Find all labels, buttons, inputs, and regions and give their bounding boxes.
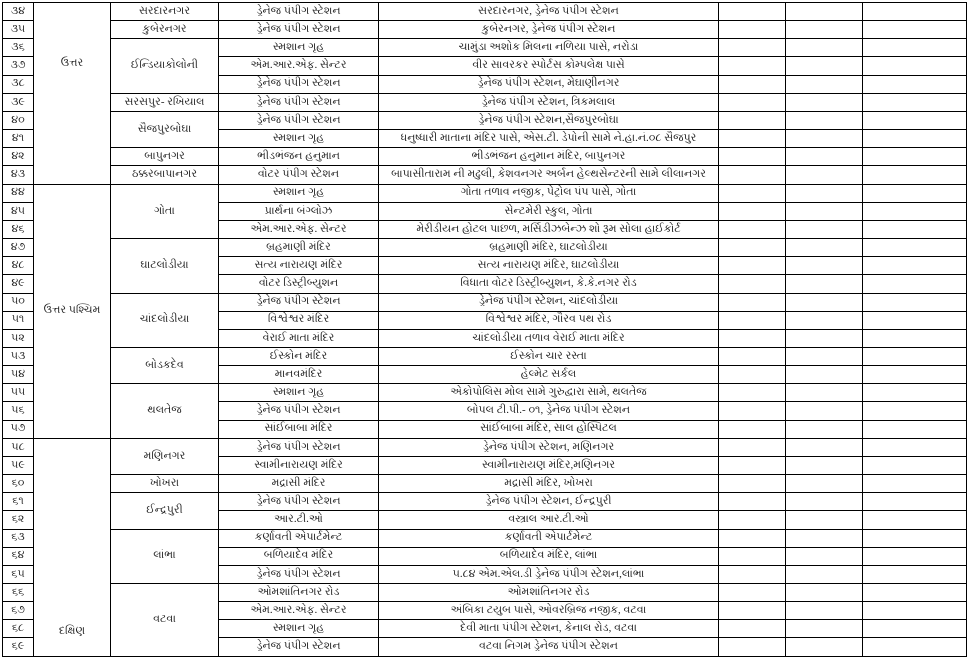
table-row: [3, 3, 967, 21]
ward-cell: ઈન્દ્રપુરી: [111, 493, 219, 529]
empty-cell: [719, 347, 786, 365]
empty-cell: [719, 329, 786, 347]
empty-cell: [719, 456, 786, 474]
site-type-cell: આર.ટી.ઓ: [219, 511, 379, 529]
empty-cell: [863, 130, 967, 148]
site-type-cell: ડ્રેનેજ પંપીગ સ્ટેશન: [219, 111, 379, 129]
empty-cell: [863, 347, 967, 365]
location-cell: અંબિકા ટયુબ પાસે, ઓવરબ્રિજ નજીક, વટવા: [379, 602, 719, 620]
row-number-cell: ૪૭: [3, 239, 34, 257]
empty-cell: [786, 148, 863, 166]
ward-cell: કુબેરનગર: [111, 21, 219, 39]
ward-cell: મણિનગર: [111, 438, 219, 474]
row-number-cell: ૪૬: [3, 220, 34, 238]
empty-cell: [786, 584, 863, 602]
empty-cell: [719, 239, 786, 257]
ward-cell: બાપુનગર: [111, 148, 219, 166]
site-type-cell: સ્મશાન ગૃહ: [219, 384, 379, 402]
site-type-cell: વેરાઈ માતા મંદિર: [219, 329, 379, 347]
empty-cell: [719, 420, 786, 438]
ward-cell: ગોતા: [111, 184, 219, 238]
empty-cell: [863, 57, 967, 75]
empty-cell: [719, 311, 786, 329]
ward-cell: થલતેજ: [111, 384, 219, 438]
empty-cell: [786, 366, 863, 384]
zone-label: ઉત્તર પશ્ચિમ: [43, 304, 101, 317]
zone-label: દક્ષિણ: [58, 624, 86, 637]
empty-cell: [786, 275, 863, 293]
table-row: [3, 184, 967, 202]
empty-cell: [786, 57, 863, 75]
empty-cell: [719, 93, 786, 111]
ward-cell: ખોખરા: [111, 475, 219, 493]
empty-cell: [786, 511, 863, 529]
location-cell: વિધાતા વોટર ડિસ્ટ્રીબ્યુશન, કે.કે.નગર રોડ: [379, 275, 719, 293]
empty-cell: [719, 275, 786, 293]
empty-cell: [719, 547, 786, 565]
zone-cell: [34, 3, 111, 185]
empty-cell: [719, 39, 786, 57]
site-type-cell: ડ્રેનેજ પંપીગ સ્ટેશન: [219, 293, 379, 311]
facility-table: [2, 2, 967, 657]
row-number-cell: ૩૯: [3, 93, 34, 111]
ward-cell: સરદારનગર: [111, 3, 219, 21]
row-number-cell: ૬૭: [3, 602, 34, 620]
location-cell: બાપાસીતારામ ની મઢુલી, કેશવનગર અર્બન હેલ્થસેન્ટરની સામે લીલાનગર: [379, 166, 719, 184]
empty-cell: [786, 311, 863, 329]
row-number-cell: ૬૨: [3, 511, 34, 529]
empty-cell: [719, 166, 786, 184]
row-number-cell: ૫૮: [3, 438, 34, 456]
row-number-cell: ૪૧: [3, 130, 34, 148]
empty-cell: [719, 130, 786, 148]
empty-cell: [863, 602, 967, 620]
row-number-cell: ૬૦: [3, 475, 34, 493]
row-number-cell: ૫૯: [3, 456, 34, 474]
empty-cell: [863, 438, 967, 456]
location-cell: વટવા નિગમ ડ્રેનેજ પંપીગ સ્ટેશન: [379, 638, 719, 656]
empty-cell: [786, 620, 863, 638]
ward-cell: ઘાટલોડીયા: [111, 239, 219, 293]
location-cell: ડ્રેનેજ પંપીગ સ્ટેશન, ચાંદલોડીયા: [379, 293, 719, 311]
empty-cell: [863, 239, 967, 257]
empty-cell: [786, 75, 863, 93]
location-cell: ચામુંડા અશોક મિલના નળિયા પાસે, નરોડા: [379, 39, 719, 57]
row-number-cell: ૬૫: [3, 565, 34, 583]
site-type-cell: કર્ણાવતી એપાર્ટમેન્ટ: [219, 529, 379, 547]
location-cell: ડ્રેનેજ પંપીગ સ્ટેશન, ત્રિકમલાલ: [379, 93, 719, 111]
site-type-cell: ડ્રેનેજ પંપીગ સ્ટેશન: [219, 565, 379, 583]
row-number-cell: ૪૪: [3, 184, 34, 202]
location-cell: કર્ણાવતી એપાર્ટમેન્ટ: [379, 529, 719, 547]
empty-cell: [786, 239, 863, 257]
empty-cell: [786, 529, 863, 547]
empty-cell: [786, 3, 863, 21]
empty-cell: [863, 420, 967, 438]
table-row: [3, 293, 967, 311]
empty-cell: [719, 148, 786, 166]
empty-cell: [863, 384, 967, 402]
empty-cell: [863, 93, 967, 111]
row-number-cell: ૫૦: [3, 293, 34, 311]
table-row: [3, 39, 967, 57]
empty-cell: [863, 111, 967, 129]
site-type-cell: એમ.આર.એફ. સેન્ટર: [219, 602, 379, 620]
empty-cell: [719, 21, 786, 39]
empty-cell: [786, 638, 863, 656]
empty-cell: [719, 438, 786, 456]
row-number-cell: ૩૪: [3, 3, 34, 21]
site-type-cell: ડ્રેનેજ પંપીગ સ્ટેશન: [219, 21, 379, 39]
row-number-cell: ૫૬: [3, 402, 34, 420]
empty-cell: [863, 184, 967, 202]
location-cell: વીર સાવરકર સ્પોર્ટસ કોમ્પલેક્ષ પાસે: [379, 57, 719, 75]
row-number-cell: ૪૫: [3, 202, 34, 220]
location-cell: ૫.૮૪ એમ.એલ.ડી ડ્રેનેજ પંપીગ સ્ટેશન,લાંભા: [379, 565, 719, 583]
empty-cell: [719, 202, 786, 220]
empty-cell: [786, 438, 863, 456]
empty-cell: [863, 311, 967, 329]
location-cell: ભીડભંજન હનુમાન મંદિર, બાપુનગર: [379, 148, 719, 166]
location-cell: સરદારનગર, ડ્રેનેજ પંપીગ સ્ટેશન: [379, 3, 719, 21]
empty-cell: [786, 493, 863, 511]
site-type-cell: ભીડભંજન હનુમાન: [219, 148, 379, 166]
empty-cell: [863, 638, 967, 656]
ward-cell: બોડકદેવ: [111, 347, 219, 383]
table-row: [3, 347, 967, 365]
site-type-cell: ઓમશાંતિનગર રોડ: [219, 584, 379, 602]
empty-cell: [863, 493, 967, 511]
empty-cell: [786, 166, 863, 184]
table-row: [3, 438, 967, 456]
row-number-cell: ૬૯: [3, 638, 34, 656]
empty-cell: [786, 602, 863, 620]
empty-cell: [719, 3, 786, 21]
location-cell: એકોપોલિસ મોલ સામે ગુરુદ્વારા સામે, થલતેજ: [379, 384, 719, 402]
site-type-cell: માનવમંદિર: [219, 366, 379, 384]
empty-cell: [863, 475, 967, 493]
empty-cell: [719, 111, 786, 129]
zone-label: ઉત્તર: [60, 57, 84, 70]
empty-cell: [786, 547, 863, 565]
row-number-cell: ૫૨: [3, 329, 34, 347]
empty-cell: [786, 130, 863, 148]
empty-cell: [786, 21, 863, 39]
site-type-cell: વોટર પંપીગ સ્ટેશન: [219, 166, 379, 184]
location-cell: સ્વામીનારાયણ મંદિર,મણિનગર: [379, 456, 719, 474]
site-type-cell: વોટર ડિસ્ટ્રીબ્યુશન: [219, 275, 379, 293]
empty-cell: [786, 202, 863, 220]
empty-cell: [786, 93, 863, 111]
site-type-cell: એમ.આર.એફ. સેન્ટર: [219, 57, 379, 75]
empty-cell: [786, 220, 863, 238]
empty-cell: [863, 565, 967, 583]
empty-cell: [863, 620, 967, 638]
site-type-cell: ડ્રેનેજ પંપીગ સ્ટેશન: [219, 93, 379, 111]
site-type-cell: પ્રાર્થના બંગ્લોઝ: [219, 202, 379, 220]
location-cell: ધનુષ્ધારી માતાના મંદિર પાસે, એસ.ટી. ડેપોની સામે ને.હા.નં.૦૮ સૈજપુર: [379, 130, 719, 148]
empty-cell: [863, 275, 967, 293]
site-type-cell: વિશ્વેશ્વર મંદિર: [219, 311, 379, 329]
table-row: [3, 111, 967, 129]
table-row: [3, 148, 967, 166]
row-number-cell: ૪૨: [3, 148, 34, 166]
location-cell: કુબેરનગર, ડ્રેનેજ પંપીગ સ્ટેશન: [379, 21, 719, 39]
empty-cell: [863, 39, 967, 57]
table-row: [3, 239, 967, 257]
row-number-cell: ૩૬: [3, 39, 34, 57]
empty-cell: [786, 111, 863, 129]
empty-cell: [863, 584, 967, 602]
empty-cell: [863, 148, 967, 166]
location-cell: ઓમશાંતિનગર રોડ: [379, 584, 719, 602]
location-cell: ચાંદલોડીયા તળાવ વેરાઈ માતા મંદિર: [379, 329, 719, 347]
table-row: [3, 93, 967, 111]
empty-cell: [863, 293, 967, 311]
location-cell: મેરીડીયન હોટલ પાછળ, મર્સિડીઝબેન્ઝ શો રૂમ સોલા હાઈકોર્ટ: [379, 220, 719, 238]
table-row: [3, 493, 967, 511]
empty-cell: [786, 456, 863, 474]
site-type-cell: સ્મશાન ગૃહ: [219, 184, 379, 202]
site-type-cell: એમ.આર.એફ. સેન્ટર: [219, 220, 379, 238]
empty-cell: [863, 402, 967, 420]
location-cell: મદ્રાસી મંદિર, ખોખરા: [379, 475, 719, 493]
empty-cell: [863, 257, 967, 275]
ward-cell: ચાંદલોડીયા: [111, 293, 219, 347]
site-type-cell: ડ્રેનેજ પંપીગ સ્ટેશન: [219, 402, 379, 420]
row-number-cell: ૬૪: [3, 547, 34, 565]
empty-cell: [719, 220, 786, 238]
empty-cell: [863, 3, 967, 21]
empty-cell: [863, 166, 967, 184]
empty-cell: [719, 620, 786, 638]
location-cell: બ્રહમાણી મંદિર, ઘાટલોડીયા: [379, 239, 719, 257]
empty-cell: [719, 57, 786, 75]
location-cell: ગોતા તળાવ નજીક, પેટ્રોલ પંપ પાસે, ગોતા: [379, 184, 719, 202]
row-number-cell: ૬૧: [3, 493, 34, 511]
empty-cell: [786, 39, 863, 57]
empty-cell: [863, 329, 967, 347]
ward-cell: લાંભા: [111, 529, 219, 583]
row-number-cell: ૩૭: [3, 57, 34, 75]
row-number-cell: ૪૮: [3, 257, 34, 275]
site-type-cell: ડ્રેનેજ પંપીગ સ્ટેશન: [219, 493, 379, 511]
empty-cell: [719, 602, 786, 620]
empty-cell: [719, 402, 786, 420]
empty-cell: [786, 420, 863, 438]
table-row: [3, 584, 967, 602]
empty-cell: [786, 402, 863, 420]
site-type-cell: સાંઈબાબા મંદિર: [219, 420, 379, 438]
empty-cell: [719, 511, 786, 529]
empty-cell: [719, 293, 786, 311]
empty-cell: [719, 584, 786, 602]
row-number-cell: ૪૯: [3, 275, 34, 293]
site-type-cell: બ્રહમાણી મંદિર: [219, 239, 379, 257]
row-number-cell: ૪૦: [3, 111, 34, 129]
location-cell: બળિયાદેવ મંદિર, લાંભા: [379, 547, 719, 565]
location-cell: બોપલ ટી.પી.- ૦૧, ડ્રેનેજ પંપીગ સ્ટેશન: [379, 402, 719, 420]
location-cell: ઈસ્કોન ચાર રસ્તા: [379, 347, 719, 365]
empty-cell: [719, 529, 786, 547]
zone-cell: [34, 438, 111, 656]
row-number-cell: ૬૬: [3, 584, 34, 602]
site-type-cell: ડ્રેનેજ પંપીગ સ્ટેશન: [219, 638, 379, 656]
location-cell: વિશ્વેશ્વર મંદિર, ગૌરવ પથ રોડ: [379, 311, 719, 329]
empty-cell: [719, 638, 786, 656]
row-number-cell: ૬૮: [3, 620, 34, 638]
location-cell: સેન્ટમેરી સ્કુલ, ગોતા: [379, 202, 719, 220]
empty-cell: [719, 565, 786, 583]
empty-cell: [719, 384, 786, 402]
ward-cell: ઈન્ડિયાકોલોની: [111, 39, 219, 93]
site-type-cell: સ્મશાન ગૃહ: [219, 620, 379, 638]
site-type-cell: ડ્રેનેજ પંપીગ સ્ટેશન: [219, 75, 379, 93]
location-cell: ડ્રેનેજ પંપીગ સ્ટેશન, ઈન્દ્રપુરી: [379, 493, 719, 511]
row-number-cell: ૬૩: [3, 529, 34, 547]
empty-cell: [863, 21, 967, 39]
location-cell: ડ્રેનેજ પંપીગ સ્ટેશન, મણિનગર: [379, 438, 719, 456]
site-type-cell: ઈસ્કોન મંદિર: [219, 347, 379, 365]
table-row: [3, 21, 967, 39]
empty-cell: [719, 475, 786, 493]
row-number-cell: ૪૩: [3, 166, 34, 184]
row-number-cell: ૩૮: [3, 75, 34, 93]
site-type-cell: સ્મશાન ગૃહ: [219, 130, 379, 148]
empty-cell: [863, 366, 967, 384]
site-type-cell: મદ્રાસી મંદિર: [219, 475, 379, 493]
location-cell: ડ્રેનેજ પંપીગ સ્ટેશન, મેઘાણીનગર: [379, 75, 719, 93]
empty-cell: [719, 493, 786, 511]
table-body: [3, 3, 967, 657]
site-type-cell: ડ્રેનેજ પંપીગ સ્ટેશન: [219, 3, 379, 21]
row-number-cell: ૫૩: [3, 347, 34, 365]
ward-cell: વટવા: [111, 584, 219, 657]
table-row: [3, 166, 967, 184]
site-type-cell: ડ્રેનેજ પંપીગ સ્ટેશન: [219, 438, 379, 456]
empty-cell: [719, 75, 786, 93]
location-cell: વસ્ત્રાલ આર.ટી.ઓ: [379, 511, 719, 529]
empty-cell: [786, 565, 863, 583]
location-cell: ડ્રેનેજ પંપીગ સ્ટેશન,સૈજપુરબોઘા: [379, 111, 719, 129]
site-type-cell: સ્મશાન ગૃહ: [219, 39, 379, 57]
empty-cell: [719, 366, 786, 384]
empty-cell: [786, 329, 863, 347]
row-number-cell: ૫૪: [3, 366, 34, 384]
site-type-cell: સ્વામીનારાયણ મંદિર: [219, 456, 379, 474]
empty-cell: [719, 184, 786, 202]
row-number-cell: ૫૧: [3, 311, 34, 329]
row-number-cell: ૩૫: [3, 21, 34, 39]
empty-cell: [786, 347, 863, 365]
location-cell: સાંઈબાબા મંદિર, સાલ હોસ્પિટલ: [379, 420, 719, 438]
empty-cell: [786, 257, 863, 275]
ward-cell: ઠક્કરબાપાનગર: [111, 166, 219, 184]
empty-cell: [863, 511, 967, 529]
row-number-cell: ૫૭: [3, 420, 34, 438]
table-row: [3, 529, 967, 547]
site-type-cell: સત્ય નારાયણ મંદિર: [219, 257, 379, 275]
empty-cell: [863, 220, 967, 238]
empty-cell: [863, 456, 967, 474]
table-row: [3, 475, 967, 493]
empty-cell: [786, 475, 863, 493]
location-cell: હેલ્મેટ સર્કલ: [379, 366, 719, 384]
zone-cell: [34, 184, 111, 438]
empty-cell: [863, 529, 967, 547]
site-type-cell: બળિયાદેવ મંદિર: [219, 547, 379, 565]
location-cell: સત્ય નારાયણ મંદિર, ઘાટલોડીયા: [379, 257, 719, 275]
ward-cell: સૈજપુરબોઘા: [111, 111, 219, 147]
table-row: [3, 384, 967, 402]
ward-cell: સરસપુર- રખિયાલ: [111, 93, 219, 111]
empty-cell: [863, 547, 967, 565]
row-number-cell: ૫૫: [3, 384, 34, 402]
empty-cell: [863, 202, 967, 220]
empty-cell: [863, 75, 967, 93]
empty-cell: [786, 184, 863, 202]
empty-cell: [719, 257, 786, 275]
location-cell: દેવી માતા પંપીગ સ્ટેશન, કેનાલ રોડ, વટવા: [379, 620, 719, 638]
empty-cell: [786, 293, 863, 311]
empty-cell: [786, 384, 863, 402]
